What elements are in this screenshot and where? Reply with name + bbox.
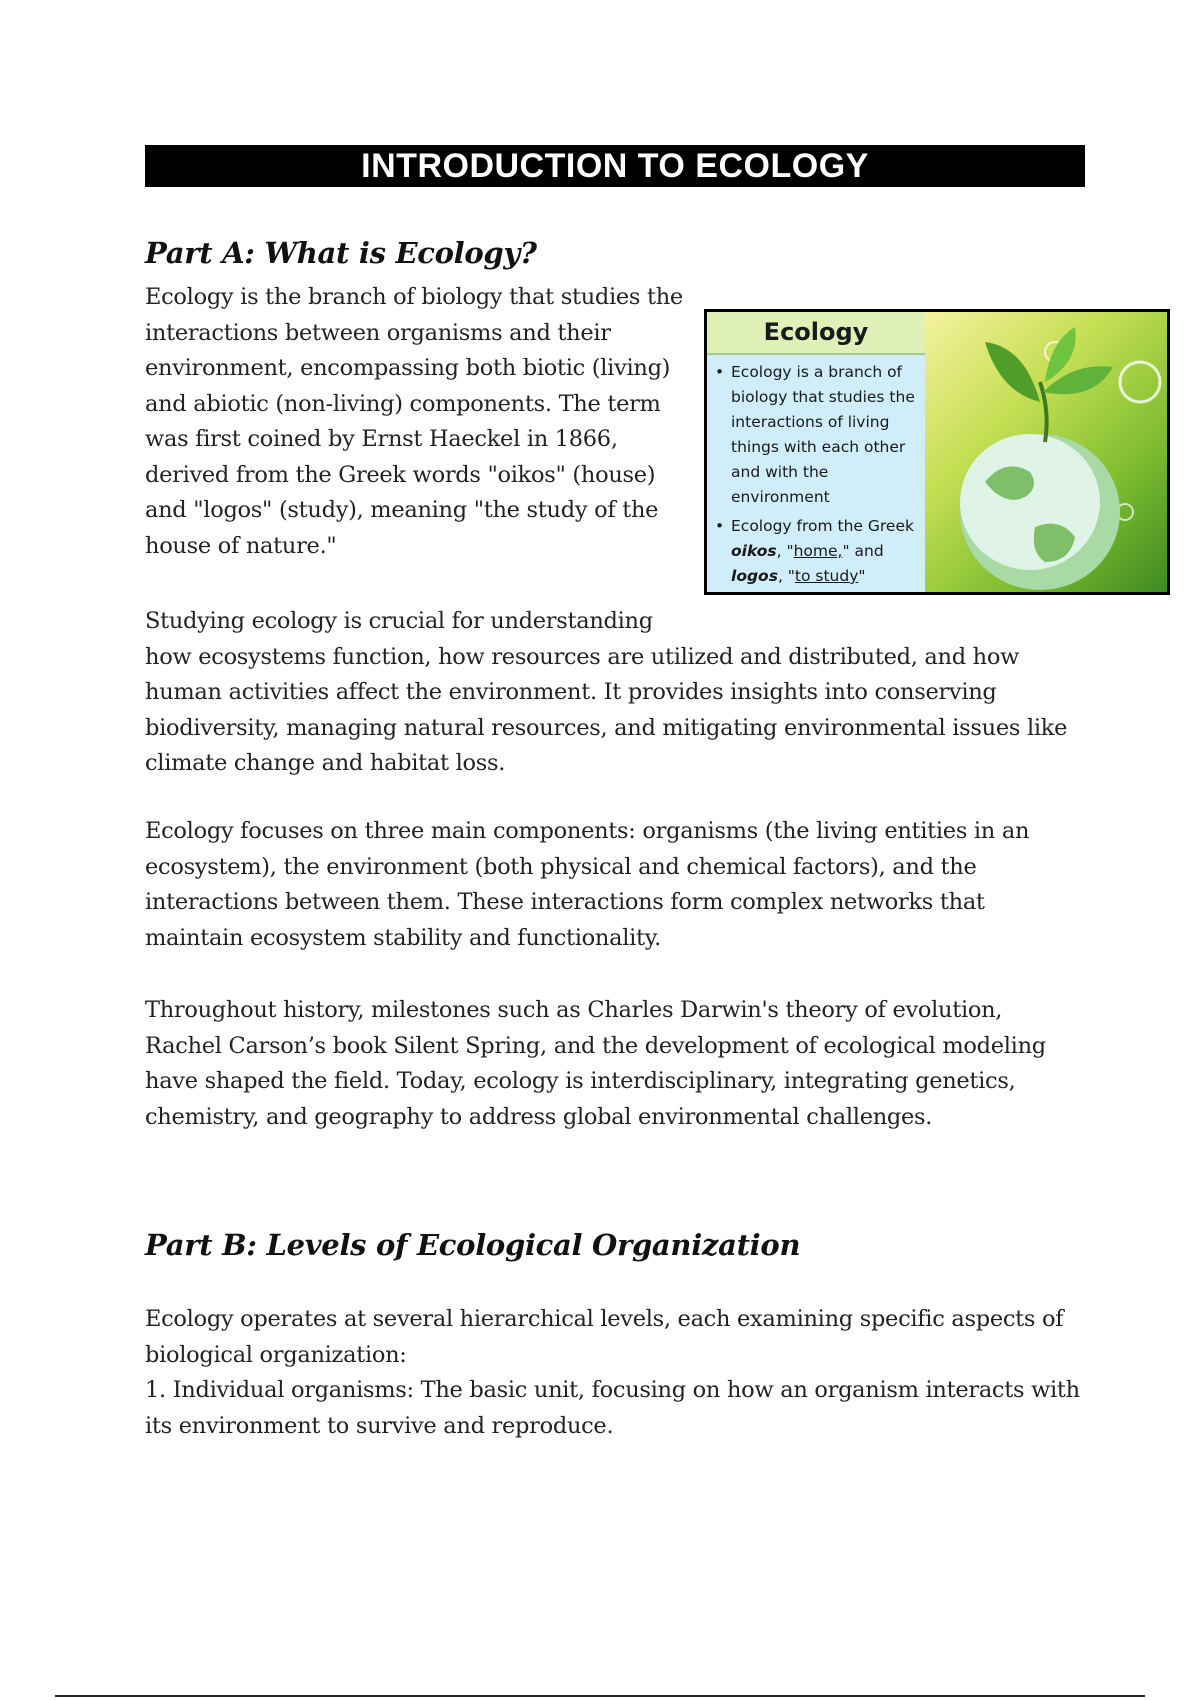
part-b-paragraph bbox=[145, 1302, 1085, 1444]
part-a-paragraph-4: Throughout history, milestones such as Charles Darwin's theory of evolution, Rachel Carson’s book Silent Spring, and the development of ecological modeling have shaped the field. Today, ecology is interdisciplinary, integrating genetics, chemistry, and geography to address global environmental challenges. bbox=[145, 997, 1046, 1130]
part-a-heading: Part A: What is Ecology? bbox=[145, 236, 537, 270]
part-b-heading: Part B: Levels of Ecological Organization bbox=[145, 1228, 801, 1262]
figure-bullet-2: • Ecology from the Greek oikos, "home," and logos, "to study" bbox=[731, 514, 921, 589]
globe-sprout-image bbox=[925, 312, 1167, 592]
footer-divider bbox=[55, 1695, 1145, 1697]
part-b-intro: Ecology operates at several hierarchical levels, each examining specific aspects of biological organization: bbox=[145, 1306, 1064, 1368]
ecology-figure bbox=[704, 309, 1170, 595]
part-a-paragraph-3: Ecology focuses on three main components: organisms (the living entities in an ecosystem), the environment (both physical and chemical factors), and the interactions between them. These interactions form complex networks that maintain ecosystem stability and functionality. bbox=[145, 818, 1030, 951]
globe-plant-icon bbox=[925, 312, 1167, 592]
part-a-paragraph-1: Ecology is the branch of biology that studies the interactions between organisms and their environment, encompassing both biotic (living) and abiotic (non-living) components. The term was first coined by Ernst Haeckel in 1866, derived from the Greek words "oikos" (house) and "logos" (study), meaning "the study of the house of nature." bbox=[145, 284, 683, 559]
part-b-list-item-1: 1. Individual organisms: The basic unit, focusing on how an organism interacts with its environment to survive and reproduce. bbox=[145, 1377, 1080, 1439]
figure-bullet-1: • Ecology is a branch of biology that studies the interactions of living things with each other and with the environment bbox=[731, 360, 921, 510]
figure-title: Ecology bbox=[707, 312, 925, 355]
part-a-paragraph-2: Studying ecology is crucial for understanding how ecosystems function, how resources are utilized and distributed, and how human activities affect the environment. It provides insights into conserving biodiversity, managing natural resources, and mitigating environmental issues like climate change and habitat loss. bbox=[145, 608, 1068, 776]
figure-text-panel bbox=[707, 312, 925, 592]
figure-bullet-list bbox=[707, 355, 925, 593]
document-title: INTRODUCTION TO ECOLOGY bbox=[145, 145, 1085, 187]
